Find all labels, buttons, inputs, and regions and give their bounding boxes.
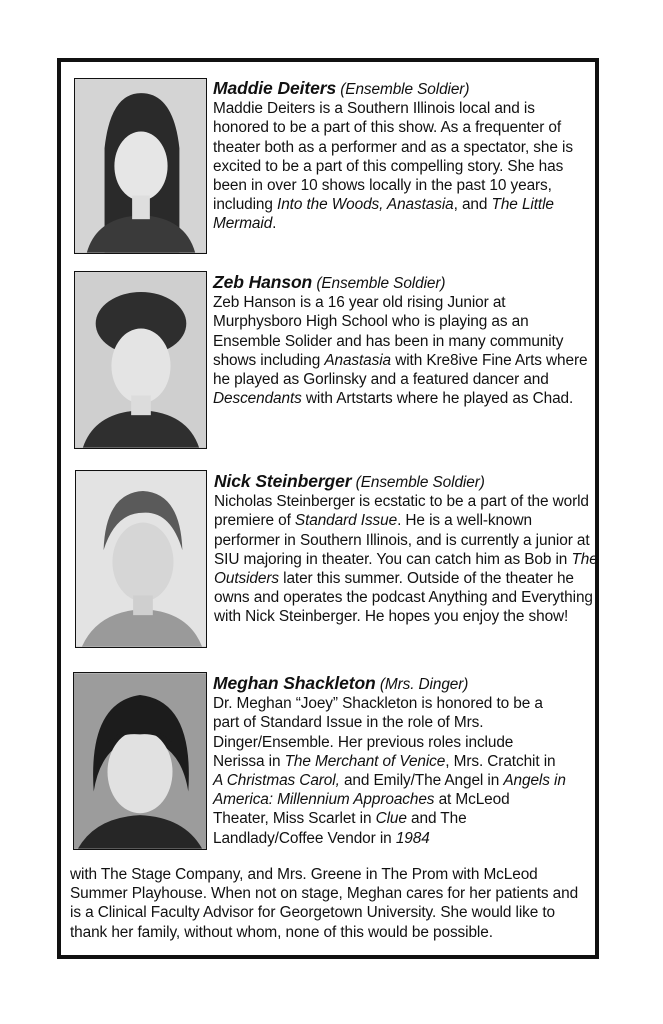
cast-role: (Ensemble Soldier) <box>340 81 470 98</box>
cast-name: Maddie Deiters <box>213 78 337 98</box>
bio-nick-steinberger <box>214 472 598 627</box>
cast-role: (Mrs. Dinger) <box>379 676 469 693</box>
portrait-photo-icon <box>75 79 206 253</box>
bio-meghan-shackleton <box>213 674 593 848</box>
cast-role: (Ensemble Soldier) <box>316 275 446 292</box>
headshot-nick-steinberger <box>75 470 207 648</box>
bio-text: Zeb Hanson is a 16 year old rising Junior at Murphysboro High School who is playing as an Ensemble Solider and has been in many community shows including Anastasia with Kre8ive Fine Arts where he played as Gorlinsky and a featured dancer and Descendants with Artstarts where he played as Chad. <box>213 294 588 408</box>
bio-text: Nicholas Steinberger is ecstatic to be a part of the world premiere of Standard Issue. He is a well-known performer in Southern Illinois, and is currently a junior at SIU majoring in theater. You can catch him as Bob in The Outsiders later this summer. Outside of the theater he owns and operates the podcast Anything and Everything with Nick Steinberger. He hopes you enjoy the show! <box>214 493 598 626</box>
portrait-photo-icon <box>76 471 206 647</box>
bio-text: Maddie Deiters is a Southern Illinois local and is honored to be a part of this show. As a frequenter of theater both as a performer and as a spectator, she is excited to be a part of this compelling story. She has been in over 10 shows locally in the past 10 years, including Into the Woods, Anastasia, and The Little Mermaid. <box>213 100 573 233</box>
cast-name: Meghan Shackleton <box>213 673 376 693</box>
cast-role: (Ensemble Soldier) <box>355 474 485 491</box>
headshot-maddie-deiters <box>74 78 207 254</box>
portrait-photo-icon <box>75 272 206 448</box>
portrait-photo-icon <box>74 673 206 849</box>
bio-maddie-deiters <box>213 79 593 234</box>
headshot-meghan-shackleton <box>73 672 207 850</box>
cast-name: Zeb Hanson <box>213 272 313 292</box>
headshot-zeb-hanson <box>74 271 207 449</box>
bio-text: Dr. Meghan “Joey” Shackleton is honored to be a part of Standard Issue in the role of Mrs. Dinger/Ensemble. Her previous roles include Nerissa in The Merchant of Venice, Mrs. Cratchit in A Christmas Carol, and Emily/The Angel in Angels in America: Millennium Approaches at McLeod Theater, Miss Scarlet in Clue and The Landlady/Coffee Vendor in 1984 <box>213 695 566 847</box>
cast-name: Nick Steinberger <box>214 471 352 491</box>
bio-zeb-hanson <box>213 273 593 408</box>
bio-text-continued: with The Stage Company, and Mrs. Greene in The Prom with McLeod Summer Playhouse. When not on stage, Meghan cares for her patients and is a Clinical Faculty Advisor for Georgetown University. She would like to thank her family, without whom, none of this would be possible. <box>70 866 579 941</box>
